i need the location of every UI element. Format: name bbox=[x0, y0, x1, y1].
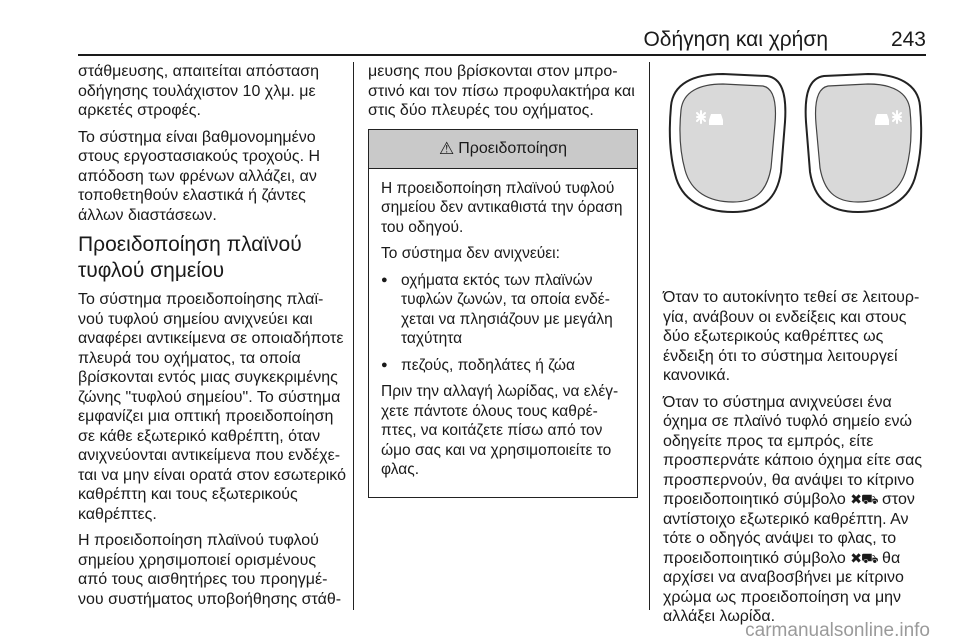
warning-lead: Το σύστημα δεν ανιχνεύει: bbox=[381, 245, 560, 262]
paragraph: Όταν το αυτοκίνητο τεθεί σε λειτουρ-γία, ανάβουν οι ενδείξεις και στους δύο εξωτερικούς καθρέπτες ως ένδειξη ότι το σύστημα λειτουργεί κανονικά. bbox=[663, 289, 920, 384]
blind-spot-symbol-icon: ✖⛟ bbox=[850, 491, 878, 507]
paragraph: Η προειδοποίηση πλαϊνού τυφλού σημείου χρησιμοποιεί ορισμένους από τους αισθητήρες του προηγμέ-νου συστήματος υποβοήθησης στάθ- bbox=[78, 532, 342, 608]
warning-box bbox=[368, 129, 638, 498]
column-2 bbox=[368, 62, 636, 498]
warning-list bbox=[381, 271, 625, 376]
column-1 bbox=[78, 62, 346, 616]
page-number: 243 bbox=[890, 28, 926, 51]
paragraph: μευσης που βρίσκονται στον μπρο-στινό και τον πίσω προφυλακτήρα και στις δύο πλευρές του οχήματος. bbox=[368, 63, 635, 119]
paragraph-symbol-text bbox=[663, 393, 928, 627]
list-item: ● οχήματα εκτός των πλαϊνών τυφλών ζωνών, τα οποία ενδέ-χεται να πλησιάζουν με μεγάλη ταχύτητα bbox=[381, 271, 625, 349]
header-title: Οδήγηση και χρήση bbox=[643, 28, 828, 51]
right-mirror bbox=[806, 74, 922, 212]
paragraph: Το σύστημα προειδοποίησης πλαϊ-νού τυφλού σημείου ανιχνεύει και αναφέρει αντικείμενα σε οποιαδήποτε πλευρά του οχήματος, τα οποία βρίσκονται εντός μιας συγκεκριμένης ζώνης "τυφλού σημείου". Το σύστημα εμφανίζει μια οπτική προειδοποίηση σε κάθε εξωτερικό καθρέπτη, όταν ανιχνεύονται αντικείμενα που ενδέχε-ται να μην είναι ορατά στον εσωτερικό καθρέπτη και τους εξωτερικούς καθρέπτες. bbox=[78, 291, 346, 523]
paragraph: στάθμευσης, απαιτείται απόσταση οδήγησης τουλάχιστον 10 χλμ. με αρκετές στροφές. bbox=[78, 63, 319, 119]
text-fragment: Όταν το σύστημα ανιχνεύσει ένα όχημα σε πλαϊνό τυφλό σημείο ενώ οδηγείτε προς τα εμπρός, είτε προσπερνάτε κάποιο όχημα είτε σας προσπερνούν, θα ανάψει το κίτρινο προειδοποιητικό σύμβολο bbox=[663, 393, 923, 508]
column-divider-2 bbox=[649, 62, 650, 610]
warning-title: Προειδοποίηση bbox=[458, 139, 567, 157]
blind-spot-symbol-icon: ✖⛟ bbox=[850, 549, 878, 566]
warning-header bbox=[369, 130, 637, 169]
watermark: carmanualsonline.info bbox=[745, 620, 930, 641]
paragraph: Το σύστημα είναι βαθμονομημένο στους εργοστασιακούς τροχούς. Η απόδοση των φρένων αλλάζει, αν τοποθετηθούν ελαστικά ή ζάντες άλλων διαστάσεων. bbox=[78, 128, 321, 224]
section-heading: Προειδοποίηση πλαϊνού τυφλού σημείου bbox=[78, 233, 302, 282]
left-mirror bbox=[670, 74, 786, 212]
warning-triangle-icon: ⚠ bbox=[438, 138, 455, 158]
list-item: ● πεζούς, ποδηλάτες ή ζώα bbox=[381, 356, 625, 376]
column-3 bbox=[663, 62, 928, 634]
header-rule bbox=[78, 54, 926, 56]
warning-intro: Η προειδοποίηση πλαϊνού τυφλού σημείου δεν αντικαθιστά την όραση του οδηγού. bbox=[381, 179, 623, 236]
mirrors-illustration bbox=[663, 62, 928, 284]
text-fragment: θα αρχίσει να αναβοσβήνει με κίτρινο χρώμα ως προειδοποίηση να μην αλλάξει λωρίδα. bbox=[663, 549, 904, 625]
page-header bbox=[78, 24, 926, 54]
warning-body bbox=[369, 169, 637, 497]
warning-closing: Πριν την αλλαγή λωρίδας, να ελέγ-χετε πάντοτε όλους τους καθρέ-πτες, να κοιτάζετε πίσω από τον ώμο σας και να χρησιμοποιείτε το φλας. bbox=[381, 383, 619, 478]
text-fragment: στον αντίστοιχο εξωτερικό καθρέπτη. Αν τότε ο οδηγός ανάψει το φλας, το προειδοποιητικό σύμβολο bbox=[663, 491, 915, 567]
column-divider-1 bbox=[353, 62, 354, 610]
mirrors-illustration-svg bbox=[663, 62, 928, 284]
